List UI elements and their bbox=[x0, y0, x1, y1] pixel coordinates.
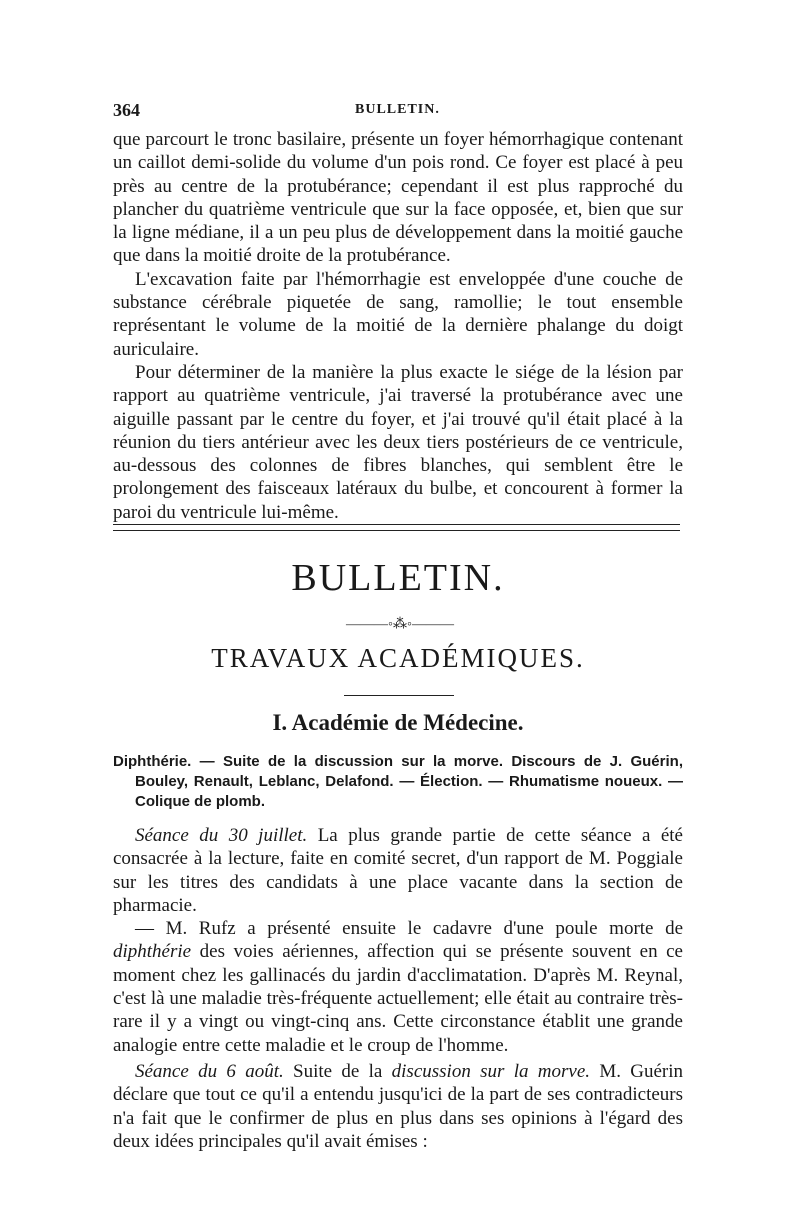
paragraph-continuation: que parcourt le tronc basilaire, présente un foyer hémorrhagique contenant un caillot demi-solide du volume d'un pois rond. Ce foyer est placé à peu près au centre de la protubérance; cependant il est plus rapproché du plancher du quatrième ventricule que sur la face opposée, et, bien que sur la ligne médiane, il a un peu plus de développement dans la moitié gauche que dans la moitié droite de la protubérance. bbox=[113, 129, 683, 267]
seance-date-lead: Séance du 30 juillet. bbox=[135, 825, 308, 846]
discussion-morve-italic: discussion sur la morve. bbox=[391, 1060, 591, 1082]
bulletin-heading: BULLETIN. bbox=[291, 557, 505, 599]
subsection-heading: I. Académie de Médecine. bbox=[272, 710, 524, 735]
seance-text: La plus grande partie de cette séance a été consacrée à la lecture, faite en comité secret, d'un rapport de M. Poggiale sur les titres des candidats à une place vacante dans la section de pharmacie. bbox=[113, 825, 683, 916]
top-text-block bbox=[113, 128, 683, 524]
paragraph-lesion-site: Pour déterminer de la manière la plus exacte le siége de la lésion par rapport au quatrième ventricule, j'ai traversé la protubérance avec une aiguille passant par le centre du foyer, et j'ai trouvé qu'il était placé à la réunion du tiers antérieur avec les deux tiers postérieurs de ce ventricule, au-dessous des colonnes de fibres blanches, qui semblent être le prolongement des faisceaux latéraux du bulbe, et concourent à former la paroi du ventricule lui-même. bbox=[113, 361, 683, 523]
seance-date-lead-2: Séance du 6 août. bbox=[135, 1060, 284, 1082]
paragraph-seance-30-juillet bbox=[113, 824, 683, 917]
paragraph-seance-6-aout bbox=[113, 1060, 683, 1153]
paragraph-rufz bbox=[113, 917, 683, 1057]
section-divider-bottom bbox=[113, 530, 680, 531]
page-header bbox=[113, 100, 683, 124]
page-number: 364 bbox=[113, 100, 140, 120]
ornament-divider: ———◦⁂◦——— bbox=[346, 617, 454, 632]
seance2-text: M. Guérin déclare que tout ce qu'il a entendu jusqu'ici de la part de ses contradicteurs n'a fait que le confirmer de plus en plus dans ses opinions à l'égard des deux idées principales qu'il avait émises : bbox=[113, 1060, 684, 1152]
rufz-text-before: — M. Rufz a présenté ensuite le cadavre d'une poule morte de bbox=[135, 918, 683, 940]
short-rule bbox=[344, 695, 454, 696]
rufz-text-after: des voies aériennes, affection qui se présente souvent en ce moment chez les gallinacés du jardin d'acclimatation. D'après M. Reynal, c'est là une maladie très-fréquente actuellement; elle était au contraire très-rare il y a vingt ou vingt-cinq ans. Cette circonstance établit une grande analogie entre cette maladie et le croup de l'homme. bbox=[113, 941, 683, 1056]
academy-text-block bbox=[113, 824, 683, 1153]
running-title: BULLETIN. bbox=[355, 102, 440, 117]
paragraph-excavation: L'excavation faite par l'hémorrhagie est enveloppée d'une couche de substance cérébrale piquetée de sang, ramollie; le tout ensemble représentant le volume de la moitié de la dernière phalange du doigt auriculaire. bbox=[113, 268, 683, 360]
section-heading: TRAVAUX ACADÉMIQUES. bbox=[211, 643, 585, 673]
session-summary: Diphthérie. — Suite de la discussion sur la morve. Discours de J. Guérin, Bouley, Renault, Leblanc, Delafond. — Élection. — Rhumatisme noueux. — Colique de plomb. bbox=[113, 753, 683, 810]
diphtherie-italic: diphthérie bbox=[113, 941, 192, 963]
section-divider-top bbox=[113, 524, 680, 525]
seance2-mid: Suite de la bbox=[283, 1060, 392, 1082]
